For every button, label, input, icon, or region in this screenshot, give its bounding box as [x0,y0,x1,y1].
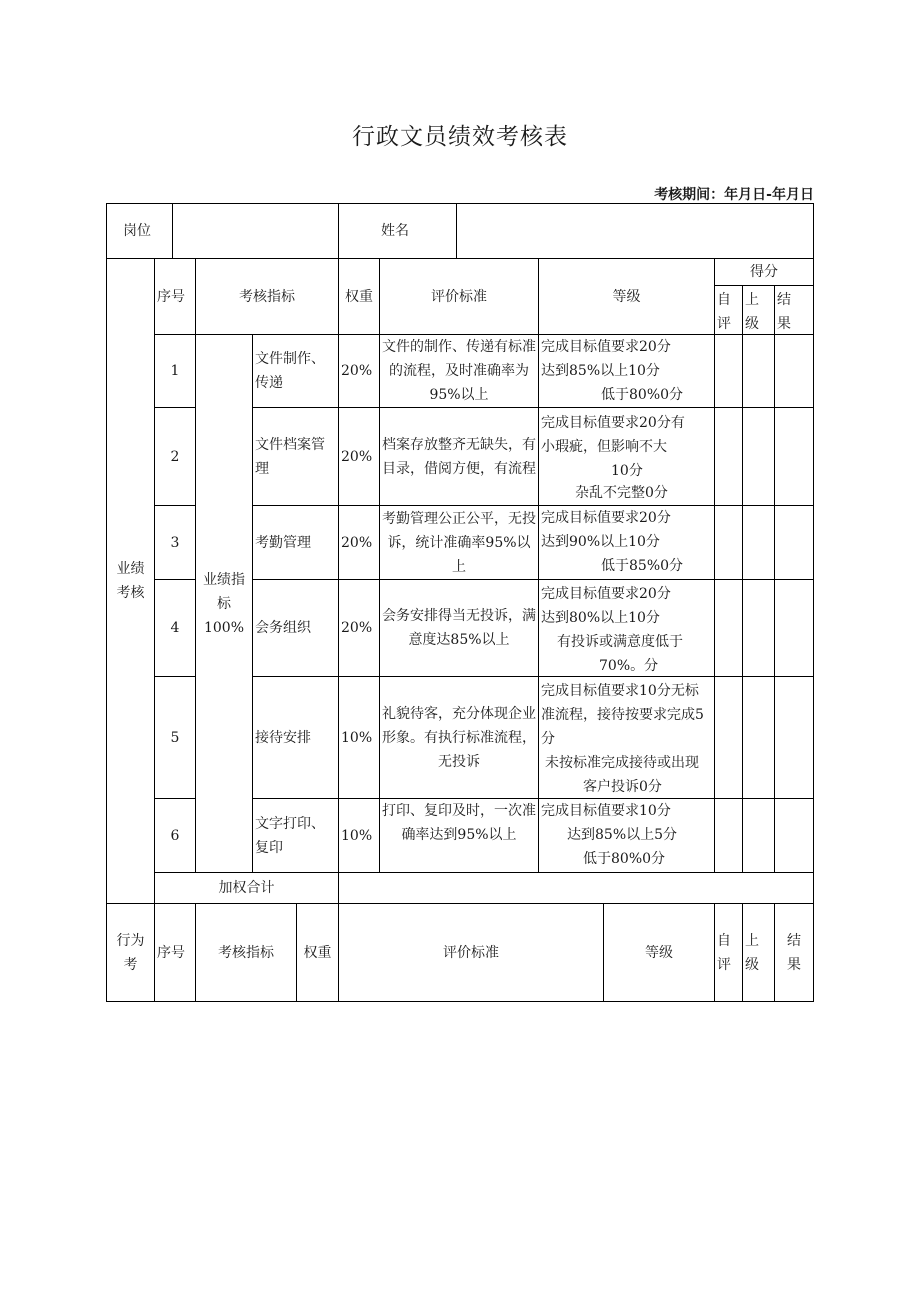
table-row-5-grade: 完成目标值要求10分无标 准流程，接待按要求完成5 分 未按标准完成接待或出现 客户投诉0分 [538,676,715,799]
table-row-2-result[interactable] [774,407,814,506]
behavior-col-weight: 权重 [296,903,339,1002]
table-row-6-superior[interactable] [742,798,775,873]
table-row-3-grade: 完成目标值要求20分 达到90%以上10分 低于85%0分 [538,505,715,580]
table-row-4-result[interactable] [774,579,814,677]
behavior-col-self: 自评 [714,903,743,1002]
behavior-col-grade: 等级 [603,903,715,1002]
table-row-5-seq: 5 [154,676,196,799]
behavior-section-label: 行为考 [106,903,155,1002]
behavior-col-seq: 序号 [154,903,196,1002]
behavior-col-criteria: 评价标准 [338,903,604,1002]
col-result-header: 结果 [774,285,814,335]
table-row-1-superior[interactable] [742,334,775,408]
table-row-1-seq: 1 [154,334,196,408]
table-row-2-weight: 20% [338,407,380,506]
table-row-1-weight: 20% [338,334,380,408]
post-value-cell[interactable] [172,203,339,259]
behavior-col-result: 结果 [774,903,814,1002]
assessment-period: 考核期间：年月日-年月日 [654,187,814,203]
table-row-2-indicator: 文件档案管理 [252,407,339,506]
table-row-2-grade: 完成目标值要求20分有 小瑕疵，但影响不大 10分 杂乱不完整0分 [538,407,715,506]
table-row-2-seq: 2 [154,407,196,506]
name-value-cell[interactable] [456,203,814,259]
table-row-6-grade: 完成目标值要求10分 达到85%以上5分 低于80%0分 [538,798,715,873]
table-row-6-indicator: 文字打印、复印 [252,798,339,873]
col-weight-header: 权重 [338,258,380,335]
table-row-3-superior[interactable] [742,505,775,580]
table-row-5-weight: 10% [338,676,380,799]
table-row-3-criteria: 考勤管理公正公平，无投诉，统计准确率95%以上 [379,505,539,580]
table-row-1-result[interactable] [774,334,814,408]
table-row-6-seq: 6 [154,798,196,873]
table-row-3-indicator: 考勤管理 [252,505,339,580]
post-label-cell: 岗位 [106,203,173,259]
table-row-3-self[interactable] [714,505,743,580]
table-row-6-result[interactable] [774,798,814,873]
col-indicator-header: 考核指标 [195,258,339,335]
col-grade-header: 等级 [538,258,715,335]
col-self-header: 自评 [714,285,743,335]
table-row-4-superior[interactable] [742,579,775,677]
name-label-cell: 姓名 [338,203,457,259]
table-row-5-self[interactable] [714,676,743,799]
table-row-3-result[interactable] [774,505,814,580]
table-row-6-criteria: 打印、复印及时，一次准确率达到95%以上 [379,798,539,873]
table-row-5-superior[interactable] [742,676,775,799]
table-row-2-superior[interactable] [742,407,775,506]
table-row-5-indicator: 接待安排 [252,676,339,799]
behavior-col-indicator: 考核指标 [195,903,297,1002]
table-row-1-indicator: 文件制作、传递 [252,334,339,408]
table-row-4-indicator: 会务组织 [252,579,339,677]
table-row-4-grade: 完成目标值要求20分 达到80%以上10分 有投诉或满意度低于 70%。分 [538,579,715,677]
table-row-3-weight: 20% [338,505,380,580]
table-row-6-self[interactable] [714,798,743,873]
perf-section-label: 业绩考核 [106,258,155,904]
col-superior-header: 上级 [742,285,775,335]
col-seq-header: 序号 [154,258,196,335]
table-row-5-criteria: 礼貌待客，充分体现企业形象。有执行标准流程，无投诉 [379,676,539,799]
table-row-4-self[interactable] [714,579,743,677]
page-title: 行政文员绩效考核表 [352,124,568,150]
table-row-1-grade: 完成目标值要求20分 达到85%以上10分 低于80%0分 [538,334,715,408]
table-row-3-seq: 3 [154,505,196,580]
table-row-4-weight: 20% [338,579,380,677]
table-row-2-self[interactable] [714,407,743,506]
table-row-4-seq: 4 [154,579,196,677]
perf-group-label: 业绩指标100% [195,334,253,873]
table-row-6-weight: 10% [338,798,380,873]
weighted-total-label: 加权合计 [154,872,339,904]
table-row-5-result[interactable] [774,676,814,799]
behavior-col-superior: 上级 [742,903,775,1002]
col-score-header: 得分 [714,258,814,286]
table-row-1-criteria: 文件的制作、传递有标准的流程，及时准确率为95%以上 [379,334,539,408]
table-row-2-criteria: 档案存放整齐无缺失，有目录，借阅方便，有流程 [379,407,539,506]
weighted-total-value[interactable] [338,872,814,904]
table-row-4-criteria: 会务安排得当无投诉，满意度达85%以上 [379,579,539,677]
table-row-1-self[interactable] [714,334,743,408]
col-criteria-header: 评价标准 [379,258,539,335]
